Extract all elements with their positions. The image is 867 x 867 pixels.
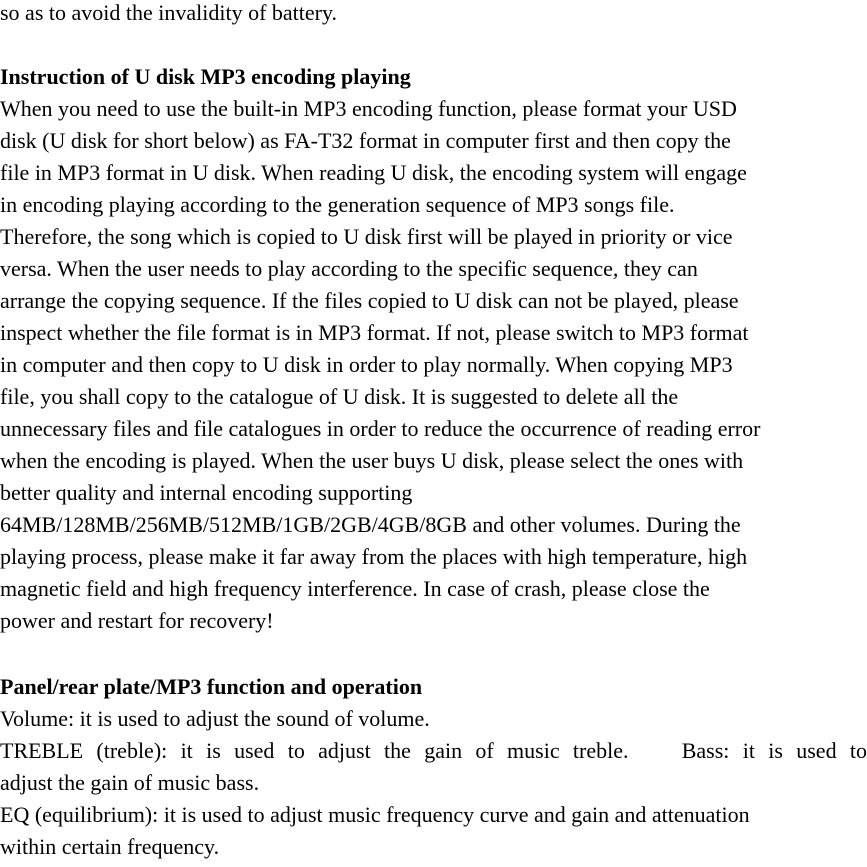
paragraph-line: Volume: it is used to adjust the sound of volume. — [0, 706, 430, 731]
paragraph-line: Therefore, the song which is copied to U disk first will be played in priority or vice — [0, 224, 733, 249]
paragraph-line: disk (U disk for short below) as FA-T32 format in computer first and then copy the — [0, 128, 731, 153]
paragraph-line: in encoding playing according to the generation sequence of MP3 songs file. — [0, 192, 675, 217]
paragraph-line: unnecessary files and file catalogues in order to reduce the occurrence of reading error — [0, 416, 761, 441]
paragraph-line: within certain frequency. — [0, 834, 220, 859]
paragraph-line: TREBLE (treble): it is used to adjust the gain of music treble. Bass: it is used to — [0, 738, 867, 763]
paragraph-line: power and restart for recovery! — [0, 608, 274, 633]
paragraph-line: file, you shall copy to the catalogue of U disk. It is suggested to delete all the — [0, 384, 679, 409]
paragraph-line: magnetic field and high frequency interference. In case of crash, please close the — [0, 576, 710, 601]
paragraph-line: inspect whether the file format is in MP3 format. If not, please switch to MP3 format — [0, 320, 749, 345]
paragraph-line: When you need to use the built-in MP3 encoding function, please format your USD — [0, 96, 737, 121]
paragraph-line: arrange the copying sequence. If the files copied to U disk can not be played, please — [0, 288, 739, 313]
intro-tail-line: so as to avoid the invalidity of battery. — [0, 0, 338, 25]
paragraph-line: file in MP3 format in U disk. When reading U disk, the encoding system will engage — [0, 160, 747, 185]
paragraph-line: in computer and then copy to U disk in order to play normally. When copying MP3 — [0, 352, 733, 377]
paragraph-line: EQ (equilibrium): it is used to adjust music frequency curve and gain and attenuation — [0, 802, 750, 827]
paragraph-line: versa. When the user needs to play according to the specific sequence, they can — [0, 256, 698, 281]
section-heading-panel: Panel/rear plate/MP3 function and operation — [0, 674, 423, 699]
paragraph-line: when the encoding is played. When the user buys U disk, please select the ones with — [0, 448, 744, 473]
paragraph-line: adjust the gain of music bass. — [0, 770, 260, 795]
paragraph-line: better quality and internal encoding supporting — [0, 480, 413, 505]
section-heading-udisk: Instruction of U disk MP3 encoding playing — [0, 64, 411, 89]
paragraph-line: 64MB/128MB/256MB/512MB/1GB/2GB/4GB/8GB and other volumes. During the — [0, 512, 741, 537]
paragraph-line: playing process, please make it far away from the places with high temperature, high — [0, 544, 748, 569]
